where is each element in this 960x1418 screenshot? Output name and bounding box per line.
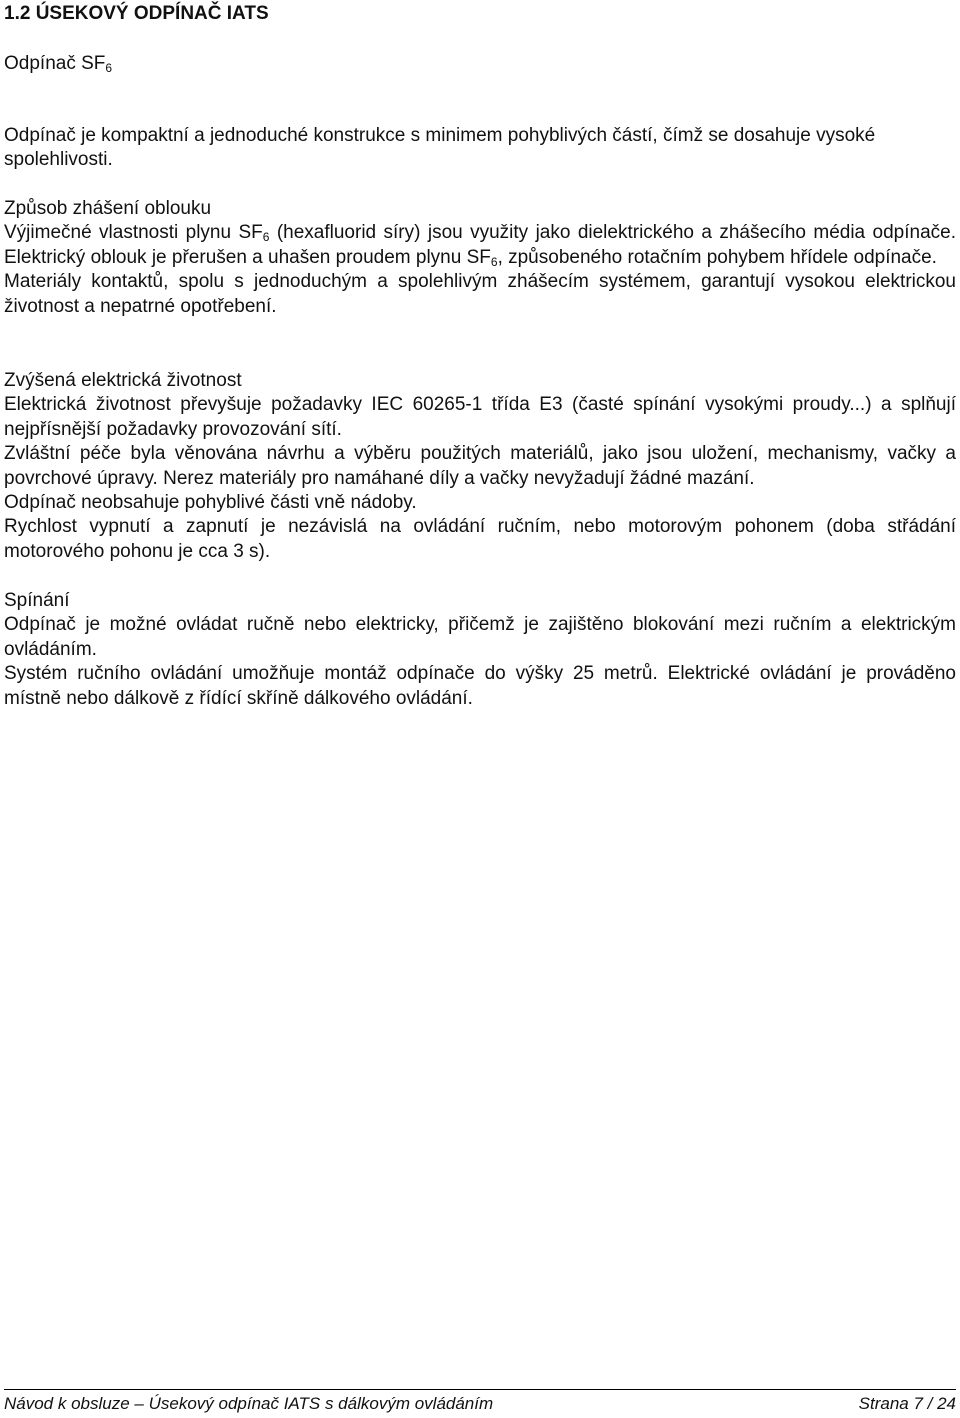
life-paragraph-3: Odpínač neobsahuje pohyblivé části vně nádoby. [4,492,417,514]
arc-paragraph-2: Materiály kontaktů, spolu s jednoduchým a spolehlivým zhášecím systémem, garantují vysokou elektrickou životnost a nepatrné opotřebení. [4,271,956,317]
intro-block [4,124,956,173]
life-title: Zvýšená elektrická životnost [4,370,242,391]
subtitle [4,52,956,76]
life-paragraph-4: Rychlost vypnutí a zapnutí je nezávislá na ovládání ručním, nebo motorovým pohonem (doba střádání motorového pohonu je cca 3 s). [4,516,956,562]
life-paragraph-2: Zvláštní péče byla věnována návrhu a výběru použitých materiálů, jako jsou uložení, mechanismy, vačky a povrchové úpravy. Nerez materiály pro namáhané díly a vačky nevyžadují žádné mazání. [4,443,956,489]
arc-p1-part-b: (hexafluorid síry) jsou využity jako dielektrického a zhášecího média odpínače. Elektrický oblouk je přerušen a uhašen proudem plynu SF [4,222,956,268]
switching-paragraph-1: Odpínač je možné ovládat ručně nebo elektricky, přičemž je zajištěno blokování mezi ručním a elektrickým ovládáním. [4,614,956,660]
arc-p1-subscript-2: 6 [490,254,498,269]
subtitle-block [4,52,956,76]
footer-document-title: Návod k obsluze – Úsekový odpínač IATS s dálkovým ovládáním [4,1394,494,1413]
footer-page-number: Strana 7 / 24 [858,1394,956,1413]
arc-p1-subscript: 6 [262,230,270,245]
intro-paragraph: Odpínač je kompaktní a jednoduché konstrukce s minimem pohyblivých částí, čímž se dosahuje vysoké spolehlivosti. [4,125,876,171]
arc-p1-part-c: , způsobeného rotačním pohybem hřídele odpínače. [497,246,937,268]
switching-paragraph-2: Systém ručního ovládání umožňuje montáž odpínače do výšky 25 metrů. Elektrické ovládání je prováděno místně nebo dálkově z řídící skříně dálkového ovládání. [4,663,956,709]
arc-p1-part-a: Výjimečné vlastnosti plynu SF [4,222,263,244]
page-footer [4,1389,956,1414]
section-heading: 1.2 ÚSEKOVÝ ODPÍNAČ IATS [4,3,269,24]
life-paragraph-1: Elektrická životnost převyšuje požadavky IEC 60265-1 třída E3 (časté spínání vysokými proudy...) a splňují nejpřísnější požadavky provozování sítí. [4,394,956,440]
switching-section [4,589,956,711]
subtitle-text: Odpínač SF [4,53,106,74]
subtitle-subscript: 6 [105,61,113,75]
arc-paragraph-1 [4,221,956,270]
arc-section [4,197,956,319]
life-section [4,369,956,564]
switching-title: Spínání [4,590,70,611]
arc-title: Způsob zhášení oblouku [4,198,212,219]
